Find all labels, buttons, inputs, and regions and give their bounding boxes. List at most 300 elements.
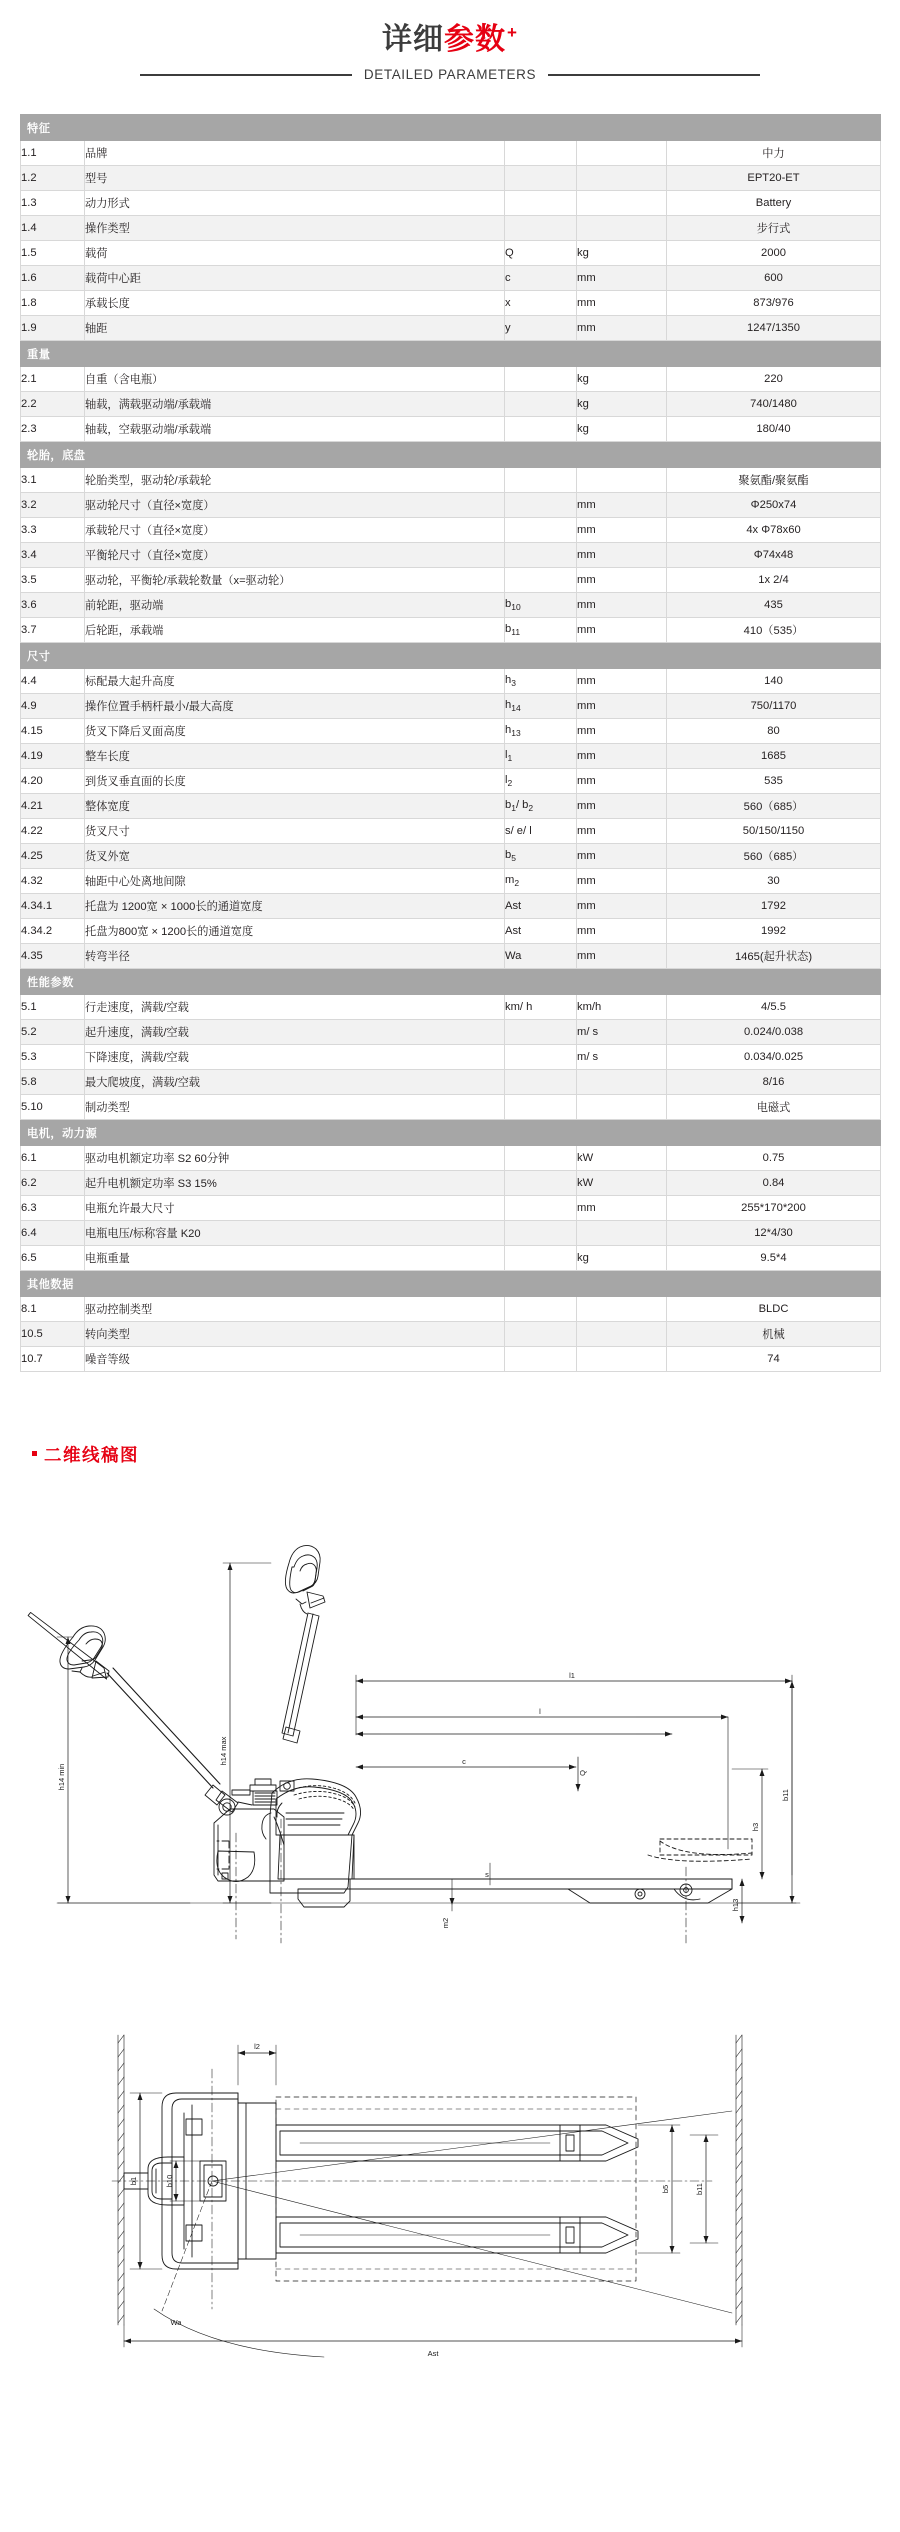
spec-row-number: 3.7 (21, 618, 85, 643)
spec-row-name: 型号 (85, 166, 505, 191)
spec-row-name: 货叉尺寸 (85, 819, 505, 844)
spec-row-symbol: x (505, 291, 577, 316)
spec-row-unit: mm (577, 919, 667, 944)
spec-row-unit (577, 216, 667, 241)
spec-row-unit: kW (577, 1146, 667, 1171)
spec-row-symbol: $b_1/$ $b_2$ (505, 794, 577, 819)
spec-row-number: 3.1 (21, 468, 85, 493)
spec-group-label: 轮胎，底盘 (21, 442, 881, 468)
spec-row (21, 844, 881, 869)
spec-row (21, 367, 881, 392)
spec-row-value: 740/1480 (667, 392, 881, 417)
spec-row-value: 750/1170 (667, 694, 881, 719)
spec-row-name: 托盘为800宽 × 1200长的通道宽度 (85, 919, 505, 944)
drawing-section-heading (32, 1442, 900, 1467)
spec-row-unit: mm (577, 1196, 667, 1221)
dim-label-Wa: Wa (170, 2318, 182, 2327)
dim-label-h14max: h14 max (219, 1736, 228, 1766)
spec-row-unit (577, 1322, 667, 1347)
spec-row-symbol: $h_3$ (505, 669, 577, 694)
spec-row (21, 518, 881, 543)
spec-row-name: 平衡轮尺寸（直径×宽度） (85, 543, 505, 568)
spec-row-symbol (505, 1347, 577, 1372)
spec-row (21, 944, 881, 969)
spec-row-name: 驱动电机额定功率 S2 60分钟 (85, 1146, 505, 1171)
spec-row-name: 载荷 (85, 241, 505, 266)
spec-row-value: 1465(起升状态) (667, 944, 881, 969)
subtitle-rule-right (548, 74, 760, 76)
spec-row (21, 1070, 881, 1095)
spec-row-name: 自重（含电瓶） (85, 367, 505, 392)
spec-row-symbol (505, 468, 577, 493)
spec-row (21, 919, 881, 944)
drawing-section-title: 二维线稿图 (44, 1445, 139, 1465)
spec-row-value: 1x 2/4 (667, 568, 881, 593)
spec-row-symbol (505, 166, 577, 191)
spec-row-symbol (505, 1070, 577, 1095)
spec-row-value: 9.5*4 (667, 1246, 881, 1271)
spec-row (21, 744, 881, 769)
spec-row-symbol: $b_{11}$ (505, 618, 577, 643)
spec-row-symbol (505, 1221, 577, 1246)
spec-row (21, 1171, 881, 1196)
spec-row-symbol (505, 1045, 577, 1070)
spec-row (21, 191, 881, 216)
spec-row-value: 560（685） (667, 794, 881, 819)
spec-row-name: 下降速度，满载/空载 (85, 1045, 505, 1070)
dim-label-h14min: h14 min (57, 1763, 66, 1791)
spec-row-number: 1.8 (21, 291, 85, 316)
spec-row-name: 到货叉垂直面的长度 (85, 769, 505, 794)
spec-row-unit: m/ s (577, 1020, 667, 1045)
spec-row-value: Battery (667, 191, 881, 216)
dim-label-h13: h13 (731, 1898, 740, 1912)
page-subtitle-row (0, 67, 900, 82)
spec-row (21, 869, 881, 894)
spec-row-unit: kg (577, 417, 667, 442)
spec-row-name: 托盘为 1200宽 × 1000长的通道宽度 (85, 894, 505, 919)
spec-row-number: 4.25 (21, 844, 85, 869)
spec-row (21, 794, 881, 819)
dim-label-l2-top: l2 (254, 2042, 260, 2051)
spec-row-number: 6.5 (21, 1246, 85, 1271)
spec-group-label: 电机，动力源 (21, 1120, 881, 1146)
spec-row-unit: m/ s (577, 1045, 667, 1070)
spec-row-symbol: Ast (505, 919, 577, 944)
spec-row-name: 轮胎类型，驱动轮/承载轮 (85, 468, 505, 493)
spec-group-header-row (21, 643, 881, 669)
spec-row-number: 5.3 (21, 1045, 85, 1070)
spec-row-number: 6.4 (21, 1221, 85, 1246)
spec-row-name: 载荷中心距 (85, 266, 505, 291)
spec-row (21, 1221, 881, 1246)
spec-row-value: 74 (667, 1347, 881, 1372)
spec-group-header-row (21, 115, 881, 141)
spec-row-symbol (505, 367, 577, 392)
spec-row-number: 6.1 (21, 1146, 85, 1171)
spec-row-symbol (505, 1297, 577, 1322)
spec-row-unit: mm (577, 869, 667, 894)
spec-row-name: 轴载，空载驱动端/承载端 (85, 417, 505, 442)
spec-row-value: 0.034/0.025 (667, 1045, 881, 1070)
spec-table (20, 114, 881, 1372)
spec-row (21, 543, 881, 568)
spec-row-unit (577, 1297, 667, 1322)
dim-label-b10: b10 (165, 2174, 174, 2188)
spec-row-number: 6.3 (21, 1196, 85, 1221)
spec-row-symbol: Wa (505, 944, 577, 969)
spec-row-unit (577, 141, 667, 166)
spec-row-name: 电瓶重量 (85, 1246, 505, 1271)
spec-row-unit: kg (577, 241, 667, 266)
page-subtitle: DETAILED PARAMETERS (363, 67, 537, 82)
spec-row (21, 216, 881, 241)
spec-row-number: 4.22 (21, 819, 85, 844)
spec-row-value: Φ74x48 (667, 543, 881, 568)
spec-row-symbol: $h_{14}$ (505, 694, 577, 719)
spec-row-number: 10.7 (21, 1347, 85, 1372)
spec-row-symbol (505, 1020, 577, 1045)
spec-row (21, 618, 881, 643)
spec-row-name: 后轮距，承载端 (85, 618, 505, 643)
spec-row-value: BLDC (667, 1297, 881, 1322)
spec-row-name: 驱动控制类型 (85, 1297, 505, 1322)
spec-row-name: 承载长度 (85, 291, 505, 316)
spec-row-value: 机械 (667, 1322, 881, 1347)
spec-row-name: 整体宽度 (85, 794, 505, 819)
dim-label-c: c (462, 1757, 466, 1766)
spec-row (21, 593, 881, 618)
spec-row-name: 起升速度，满载/空载 (85, 1020, 505, 1045)
page-title-dark-part: 详细 (382, 23, 445, 56)
spec-row (21, 392, 881, 417)
spec-table-container (20, 114, 880, 1372)
spec-row-symbol: Ast (505, 894, 577, 919)
spec-row-name: 品牌 (85, 141, 505, 166)
side-view-svg (0, 1485, 900, 1955)
spec-row-symbol (505, 1322, 577, 1347)
spec-row-name: 轴距中心处离地间隙 (85, 869, 505, 894)
spec-row-unit: mm (577, 769, 667, 794)
top-view-drawing (0, 1973, 900, 2413)
spec-row-number: 4.19 (21, 744, 85, 769)
spec-row-name: 噪音等级 (85, 1347, 505, 1372)
spec-row-symbol: $l_2$ (505, 769, 577, 794)
spec-row (21, 995, 881, 1020)
spec-row (21, 468, 881, 493)
spec-group-header-row (21, 1271, 881, 1297)
dim-label-s: s (485, 1870, 489, 1879)
spec-row-value: 1992 (667, 919, 881, 944)
spec-row-unit: mm (577, 518, 667, 543)
page-title (382, 22, 518, 58)
spec-row-number: 4.20 (21, 769, 85, 794)
spec-row-symbol (505, 1095, 577, 1120)
spec-row-number: 1.6 (21, 266, 85, 291)
spec-row-value: 12*4/30 (667, 1221, 881, 1246)
spec-row-symbol (505, 417, 577, 442)
spec-row (21, 1095, 881, 1120)
spec-row-symbol (505, 1171, 577, 1196)
spec-row (21, 166, 881, 191)
spec-row-number: 3.4 (21, 543, 85, 568)
spec-row-number: 2.3 (21, 417, 85, 442)
spec-row-value: 4x Φ78x60 (667, 518, 881, 543)
spec-row-number: 10.5 (21, 1322, 85, 1347)
spec-row-unit: mm (577, 291, 667, 316)
spec-row-value: 4/5.5 (667, 995, 881, 1020)
spec-row-value: 600 (667, 266, 881, 291)
spec-row (21, 1146, 881, 1171)
side-view-drawing (0, 1485, 900, 1955)
spec-row-value: 0.84 (667, 1171, 881, 1196)
spec-group-label: 性能参数 (21, 969, 881, 995)
page-title-red-part: 参数 (444, 23, 507, 56)
spec-row-symbol: $b_5$ (505, 844, 577, 869)
dim-label-m2: m2 (441, 1917, 450, 1929)
subtitle-rule-left (140, 74, 352, 76)
spec-row-name: 操作位置手柄杆最小/最大高度 (85, 694, 505, 719)
spec-row-unit: mm (577, 568, 667, 593)
spec-row (21, 1347, 881, 1372)
spec-row-name: 电瓶允许最大尺寸 (85, 1196, 505, 1221)
spec-row-symbol (505, 141, 577, 166)
spec-row (21, 819, 881, 844)
spec-row-value: 1247/1350 (667, 316, 881, 341)
spec-row-number: 1.3 (21, 191, 85, 216)
spec-row-symbol: km/ h (505, 995, 577, 1020)
spec-row-value: 873/976 (667, 291, 881, 316)
spec-row-symbol (505, 191, 577, 216)
spec-row-unit (577, 1070, 667, 1095)
spec-row-unit (577, 468, 667, 493)
spec-row-symbol (505, 392, 577, 417)
spec-row-name: 动力形式 (85, 191, 505, 216)
spec-row-name: 转弯半径 (85, 944, 505, 969)
spec-row-number: 1.9 (21, 316, 85, 341)
spec-row-number: 1.2 (21, 166, 85, 191)
dim-label-Ast: Ast (427, 2349, 439, 2358)
spec-row (21, 266, 881, 291)
spec-row-name: 标配最大起升高度 (85, 669, 505, 694)
spec-row-unit: mm (577, 944, 667, 969)
spec-row-unit: kW (577, 1171, 667, 1196)
spec-row-value: 步行式 (667, 216, 881, 241)
spec-row-number: 4.35 (21, 944, 85, 969)
spec-row-symbol: y (505, 316, 577, 341)
dim-label-b5: b5 (661, 2184, 670, 2194)
spec-row (21, 1045, 881, 1070)
spec-row-unit: mm (577, 266, 667, 291)
spec-row-symbol (505, 1146, 577, 1171)
spec-row-unit: mm (577, 694, 667, 719)
top-view-svg (0, 1973, 900, 2413)
spec-row-name: 制动类型 (85, 1095, 505, 1120)
spec-row (21, 769, 881, 794)
spec-row-name: 行走速度，满载/空载 (85, 995, 505, 1020)
spec-row-number: 4.32 (21, 869, 85, 894)
spec-group-label: 其他数据 (21, 1271, 881, 1297)
spec-row-value: EPT20-ET (667, 166, 881, 191)
spec-row-symbol: $l_1$ (505, 744, 577, 769)
spec-row-name: 前轮距，驱动端 (85, 593, 505, 618)
spec-row-symbol (505, 493, 577, 518)
spec-row-number: 4.34.2 (21, 919, 85, 944)
spec-row-value: 50/150/1150 (667, 819, 881, 844)
spec-row-number: 5.8 (21, 1070, 85, 1095)
spec-row (21, 894, 881, 919)
spec-row-unit (577, 1221, 667, 1246)
spec-row-unit: mm (577, 794, 667, 819)
spec-row-unit (577, 191, 667, 216)
spec-row-unit: mm (577, 543, 667, 568)
spec-row-name: 电瓶电压/标称容量 K20 (85, 1221, 505, 1246)
spec-row-symbol: s/ e/ l (505, 819, 577, 844)
spec-row (21, 1196, 881, 1221)
spec-row-unit (577, 1347, 667, 1372)
spec-row-symbol: $b_{10}$ (505, 593, 577, 618)
spec-row (21, 1246, 881, 1271)
spec-row-value: Φ250x74 (667, 493, 881, 518)
spec-row-unit: mm (577, 819, 667, 844)
dim-label-b11-top: b11 (695, 2183, 704, 2195)
spec-row-symbol: Q (505, 241, 577, 266)
dim-label-l1: l1 (569, 1671, 575, 1680)
spec-row-value: 410（535） (667, 618, 881, 643)
spec-row-name: 操作类型 (85, 216, 505, 241)
spec-row-number: 5.2 (21, 1020, 85, 1045)
spec-row-unit: mm (577, 618, 667, 643)
spec-row-name: 轴距 (85, 316, 505, 341)
spec-row-unit (577, 166, 667, 191)
spec-row-value: 中力 (667, 141, 881, 166)
spec-row (21, 669, 881, 694)
spec-row-symbol: $m_2$ (505, 869, 577, 894)
spec-row-name: 起升电机额定功率 S3 15% (85, 1171, 505, 1196)
spec-row-number: 1.4 (21, 216, 85, 241)
spec-group-header-row (21, 341, 881, 367)
spec-row-value: 535 (667, 769, 881, 794)
dim-label-h3: h3 (751, 1822, 760, 1832)
spec-row-number: 4.4 (21, 669, 85, 694)
spec-row-value: 聚氨酯/聚氨酯 (667, 468, 881, 493)
spec-row-name: 驱动轮，平衡轮/承载轮数量（x=驱动轮） (85, 568, 505, 593)
spec-group-header-row (21, 969, 881, 995)
spec-group-label: 尺寸 (21, 643, 881, 669)
red-square-bullet-icon (32, 1451, 37, 1456)
spec-row-unit: mm (577, 844, 667, 869)
spec-row-name: 驱动轮尺寸（直径×宽度） (85, 493, 505, 518)
spec-row-unit: mm (577, 493, 667, 518)
spec-row-symbol (505, 216, 577, 241)
spec-row-number: 4.15 (21, 719, 85, 744)
spec-row (21, 694, 881, 719)
spec-row-name: 货叉下降后叉面高度 (85, 719, 505, 744)
spec-row-number: 3.6 (21, 593, 85, 618)
spec-row-value: 电磁式 (667, 1095, 881, 1120)
spec-row-unit (577, 1095, 667, 1120)
spec-row-symbol (505, 543, 577, 568)
spec-row-unit: km/h (577, 995, 667, 1020)
spec-row-unit: kg (577, 392, 667, 417)
spec-row (21, 316, 881, 341)
spec-row-number: 2.2 (21, 392, 85, 417)
spec-row-unit: mm (577, 593, 667, 618)
dim-label-l: l (539, 1707, 541, 1716)
spec-row-value: 435 (667, 593, 881, 618)
spec-row-unit: mm (577, 316, 667, 341)
spec-row-unit: mm (577, 719, 667, 744)
spec-row-number: 5.10 (21, 1095, 85, 1120)
spec-row-name: 最大爬坡度，满载/空载 (85, 1070, 505, 1095)
spec-row-value: 80 (667, 719, 881, 744)
spec-row-symbol: $h_{13}$ (505, 719, 577, 744)
spec-row (21, 141, 881, 166)
spec-row-name: 转向类型 (85, 1322, 505, 1347)
spec-row (21, 493, 881, 518)
spec-row-value: 140 (667, 669, 881, 694)
spec-row-name: 整车长度 (85, 744, 505, 769)
spec-row-value: 255*170*200 (667, 1196, 881, 1221)
spec-row-number: 1.5 (21, 241, 85, 266)
spec-row-value: 180/40 (667, 417, 881, 442)
spec-row-unit: mm (577, 894, 667, 919)
spec-row-value: 560（685） (667, 844, 881, 869)
spec-group-header-row (21, 1120, 881, 1146)
spec-row-number: 3.3 (21, 518, 85, 543)
dim-label-b1: b1 (129, 2176, 138, 2186)
spec-row-unit: kg (577, 367, 667, 392)
spec-row-number: 4.9 (21, 694, 85, 719)
spec-row-number: 8.1 (21, 1297, 85, 1322)
spec-row (21, 1322, 881, 1347)
spec-group-label: 特征 (21, 115, 881, 141)
spec-row-value: 220 (667, 367, 881, 392)
dim-label-Q: Q (578, 1770, 587, 1776)
page-header (0, 0, 900, 82)
page-title-plus-mark: + (507, 23, 518, 42)
spec-row (21, 417, 881, 442)
spec-row-unit: mm (577, 669, 667, 694)
spec-row-unit: kg (577, 1246, 667, 1271)
spec-row-number: 5.1 (21, 995, 85, 1020)
spec-row-value: 0.75 (667, 1146, 881, 1171)
spec-row-symbol (505, 1246, 577, 1271)
spec-row-number: 6.2 (21, 1171, 85, 1196)
spec-row-name: 货叉外宽 (85, 844, 505, 869)
spec-row-number: 3.5 (21, 568, 85, 593)
spec-row-number: 4.34.1 (21, 894, 85, 919)
spec-row-value: 1685 (667, 744, 881, 769)
spec-row-value: 0.024/0.038 (667, 1020, 881, 1045)
spec-row-number: 1.1 (21, 141, 85, 166)
spec-row-name: 轴载，满载驱动端/承载端 (85, 392, 505, 417)
spec-row-symbol (505, 518, 577, 543)
spec-group-label: 重量 (21, 341, 881, 367)
spec-row (21, 719, 881, 744)
spec-row-number: 2.1 (21, 367, 85, 392)
spec-row-symbol (505, 568, 577, 593)
spec-row-symbol (505, 1196, 577, 1221)
spec-row-number: 4.21 (21, 794, 85, 819)
spec-row-value: 2000 (667, 241, 881, 266)
spec-row-value: 1792 (667, 894, 881, 919)
dim-label-b11-side: b11 (781, 1789, 790, 1801)
spec-row-value: 30 (667, 869, 881, 894)
spec-row (21, 241, 881, 266)
spec-row (21, 568, 881, 593)
spec-row-unit: mm (577, 744, 667, 769)
